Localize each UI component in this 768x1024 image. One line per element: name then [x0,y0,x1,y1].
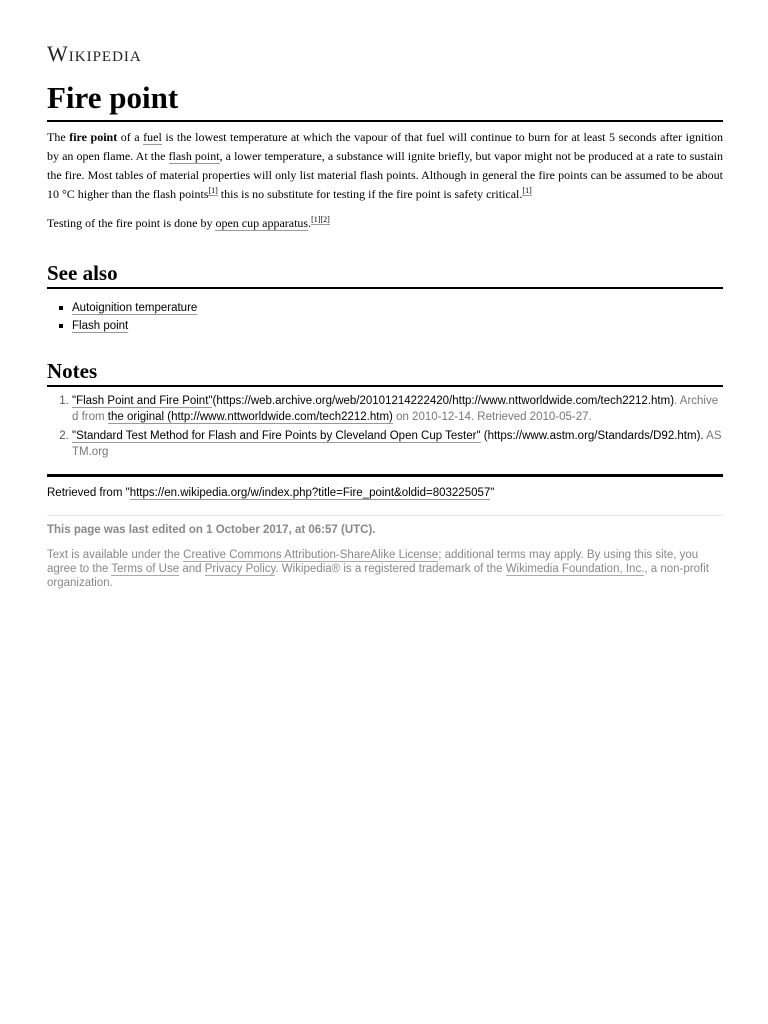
intro-paragraph [47,128,723,204]
notes-heading: Notes [47,357,723,387]
text: " [490,487,495,499]
link-open-cup[interactable]: open cup apparatus [215,216,309,230]
text: . Wikipedia® is a registered trademark of the [275,563,506,575]
see-also-heading: See also [47,259,723,289]
text: . [308,216,312,230]
text: , a lower temperature, a substance will ignite briefly, but vapor might not be produced at a rate to sustain the fire. Most tables of material properties will only list material flash points. Although in general the fire points can be assumed to be about 10 °C higher than the flash points [47,149,724,201]
list-item [72,299,723,317]
note-url: (https://web.archive.org/web/20101214222420/http://www.nttworldwide.com/tech2212.htm) [212,395,675,407]
citation-ref[interactable]: [1] [311,215,321,224]
wikimedia-link[interactable]: Wikimedia Foundation, Inc. [505,563,645,575]
text: , a non-profit organization. [47,563,709,589]
terms-link[interactable]: Terms of Use [111,563,180,575]
permalink[interactable]: https://en.wikipedia.org/w/index.php?title=Fire_point&oldid=803225057 [129,487,491,499]
note-item [72,428,723,460]
privacy-link[interactable]: Privacy Policy [204,563,276,575]
link-autoignition[interactable]: Autoignition temperature [72,302,198,314]
text: this is no substitute for testing if the fire point is safety critical. [217,187,523,201]
bold-term: fire point [69,130,118,144]
notes-list [47,393,723,460]
last-edited: This page was last edited on 1 October 2017, at 06:57 (UTC). [47,524,376,536]
text: The [47,130,70,144]
text: . [700,430,707,442]
text: on 2010-12-14. Retrieved 2010-05-27. [392,411,592,423]
text: and [179,563,205,575]
link-flash-point[interactable]: flash point [168,149,220,163]
list-item [72,317,723,335]
link-fuel[interactable]: fuel [143,130,162,144]
note-item [72,393,723,425]
text: . Archived from [72,395,719,423]
citation-ref[interactable]: [1] [522,186,532,195]
license-text [47,548,723,590]
testing-paragraph [47,214,723,233]
link-flash-point-see-also[interactable]: Flash point [72,320,129,332]
wikipedia-logo[interactable]: Wikipedia [47,41,142,66]
text: is the lowest temperature at which the vapour of that fuel will continue to burn for at least 5 seconds after ignition by an open flame. At the [47,130,723,163]
publisher: ASTM.org [72,430,722,458]
text: Retrieved from " [47,487,130,499]
cc-license-link[interactable]: Creative Commons Attribution-ShareAlike License [183,549,439,561]
note-2-title[interactable]: "Standard Test Method for Flash and Fire Points by Cleveland Open Cup Tester" [72,430,481,442]
note-url: (https://www.astm.org/Standards/D92.htm) [480,430,701,442]
text: Text is available under the [47,549,184,561]
note-1-original-link[interactable]: the original (http://www.nttworldwide.com/tech2212.htm) [107,411,393,423]
citation-ref[interactable]: [2] [320,215,330,224]
text: Testing of the fire point is done by [47,216,216,230]
note-1-title[interactable]: "Flash Point and Fire Point" [72,395,213,407]
retrieved-from [47,485,723,501]
page [47,40,723,590]
divider [47,474,723,477]
see-also-list [47,299,723,335]
text: of a [117,130,144,144]
text: ; additional terms may apply. By using this site, you agree to the [47,549,699,575]
citation-ref[interactable]: [1] [208,186,218,195]
divider [47,515,723,516]
page-title: Fire point [47,78,723,122]
